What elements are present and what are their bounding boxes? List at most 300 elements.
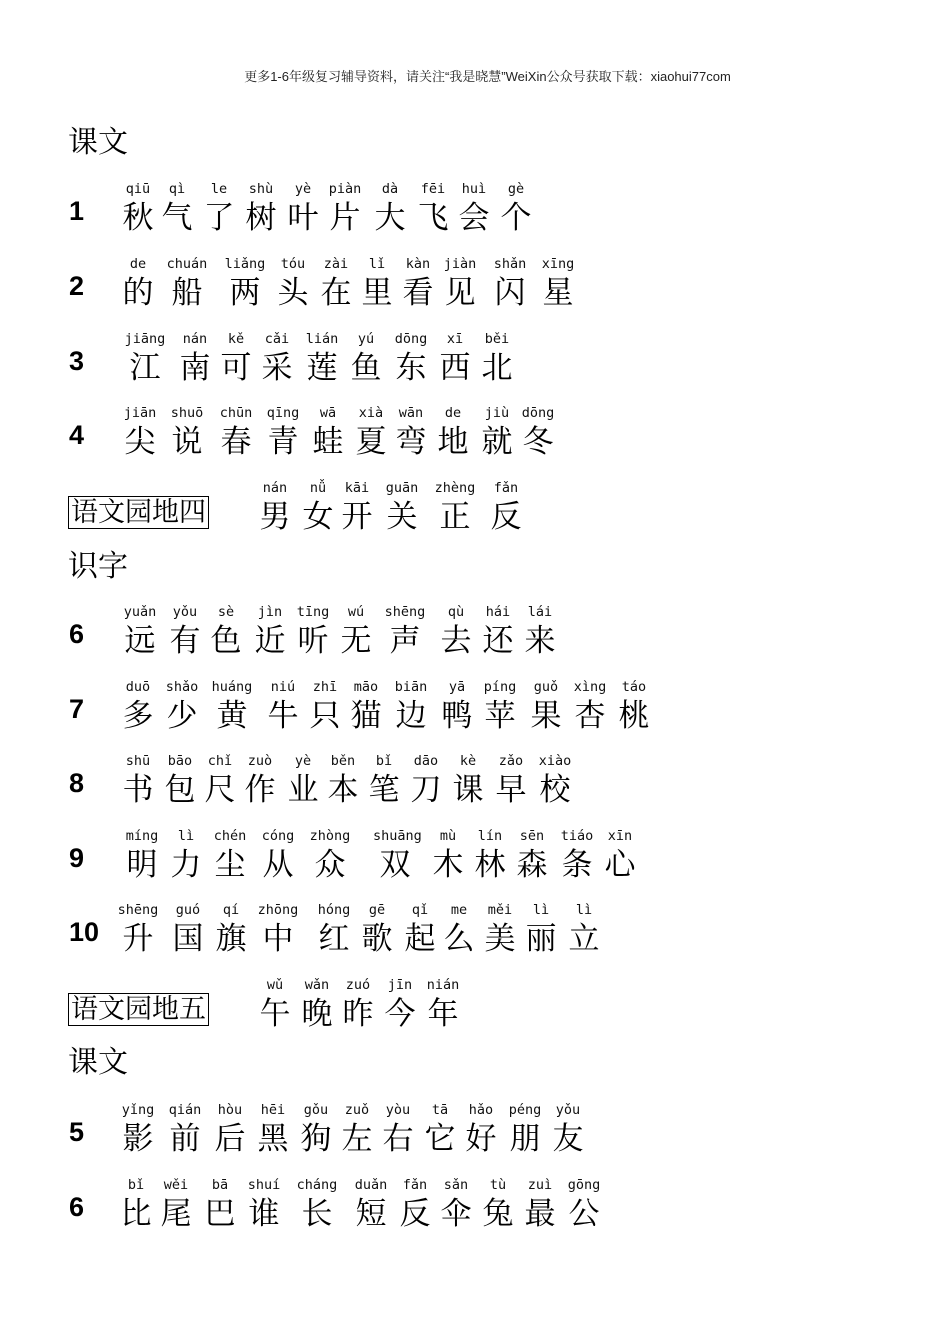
character-unit [251, 1101, 295, 1159]
character-unit [165, 255, 209, 313]
hanzi: 尘 [214, 847, 246, 883]
pinyin: xià [358, 405, 384, 421]
hanzi: 尾 [160, 1196, 192, 1232]
hanzi: 头 [277, 275, 309, 311]
pinyin: tīng [296, 604, 330, 620]
pinyin: qí [222, 902, 240, 918]
pinyin: qì [168, 181, 186, 197]
character-unit [518, 1176, 562, 1234]
pinyin: péng [508, 1102, 542, 1118]
pinyin: guó [175, 902, 201, 918]
hanzi: 正 [439, 499, 471, 535]
character-unit [336, 976, 380, 1034]
pinyin: cóng [261, 828, 295, 844]
pinyin: qù [447, 604, 465, 620]
character-unit [434, 603, 478, 661]
pinyin: kàn [405, 256, 431, 272]
character-unit [433, 330, 477, 388]
pinyin: māo [353, 679, 379, 695]
character-unit [198, 1176, 242, 1234]
character-unit [418, 1101, 462, 1159]
hanzi: 心 [604, 847, 636, 883]
pinyin: wěi [163, 1177, 189, 1193]
character-unit [314, 255, 358, 313]
character-unit [306, 404, 350, 462]
pinyin: jiàn [443, 256, 477, 272]
lesson-number: 3 [69, 346, 85, 376]
character-unit [253, 479, 297, 537]
pinyin: zhòng [309, 828, 351, 844]
character-unit [256, 901, 300, 959]
hanzi: 包 [164, 772, 196, 808]
pinyin: jiāng [124, 331, 166, 347]
character-unit [344, 678, 388, 736]
character-unit [116, 1101, 160, 1159]
character-unit [476, 1176, 520, 1234]
hanzi: 桃 [618, 698, 650, 734]
pinyin: yuǎn [123, 604, 157, 620]
hanzi: 就 [481, 424, 513, 460]
character-unit [378, 976, 422, 1034]
lesson-row [0, 1101, 950, 1161]
hanzi: 可 [220, 350, 252, 386]
hanzi: 开 [341, 499, 373, 535]
hanzi: 升 [122, 921, 154, 957]
hanzi: 立 [568, 921, 600, 957]
hanzi: 冬 [522, 424, 554, 460]
section-heading: 课文 [68, 1045, 128, 1080]
character-unit [368, 180, 412, 238]
lesson-row [0, 603, 950, 663]
hanzi: 色 [210, 623, 242, 659]
hanzi: 书 [122, 772, 154, 808]
pinyin: tā [431, 1102, 449, 1118]
character-unit [155, 180, 199, 238]
hanzi: 刀 [410, 772, 442, 808]
pinyin: shǎo [165, 679, 199, 695]
hanzi: 弯 [395, 424, 427, 460]
pinyin: tóu [280, 256, 306, 272]
pinyin: shù [248, 181, 274, 197]
character-unit [208, 1101, 252, 1159]
pinyin: gōng [567, 1177, 601, 1193]
pinyin: gē [368, 902, 386, 918]
pinyin: nián [426, 977, 460, 993]
character-unit [362, 752, 406, 810]
hanzi: 个 [500, 200, 532, 236]
hanzi: 比 [120, 1196, 152, 1232]
lesson-number: 6 [69, 1192, 85, 1222]
pinyin: lì [532, 902, 550, 918]
pinyin: měi [487, 902, 513, 918]
character-list [0, 603, 950, 663]
pinyin: le [210, 181, 228, 197]
character-unit [344, 330, 388, 388]
character-unit [383, 603, 427, 661]
hanzi: 叶 [287, 200, 319, 236]
pinyin: fēi [420, 181, 446, 197]
pinyin: piàn [328, 181, 362, 197]
pinyin: chūn [219, 405, 253, 421]
character-unit [562, 901, 606, 959]
pinyin: nán [182, 331, 208, 347]
character-list [0, 752, 950, 812]
hanzi: 无 [340, 623, 372, 659]
character-unit [510, 827, 554, 885]
character-unit [536, 255, 580, 313]
hanzi: 苹 [484, 698, 516, 734]
pinyin: qǐ [411, 902, 429, 918]
hanzi: 声 [389, 623, 421, 659]
character-unit [475, 404, 519, 462]
lesson-row [0, 678, 950, 738]
character-unit [533, 752, 577, 810]
pinyin: lái [527, 604, 553, 620]
pinyin: shuāng [373, 828, 422, 844]
character-unit [494, 180, 538, 238]
pinyin: dāo [413, 753, 439, 769]
hanzi: 晚 [301, 996, 333, 1032]
character-unit [334, 603, 378, 661]
hanzi: 莲 [306, 350, 338, 386]
pinyin: yǒu [172, 604, 198, 620]
character-unit [158, 752, 202, 810]
character-unit [484, 479, 528, 537]
character-unit [300, 330, 344, 388]
lesson-number: 5 [69, 1117, 85, 1147]
hanzi: 昨 [342, 996, 374, 1032]
pinyin: cǎi [264, 331, 290, 347]
character-unit [468, 827, 512, 885]
pinyin: zuò [247, 753, 273, 769]
character-unit [612, 678, 656, 736]
character-unit [214, 404, 258, 462]
character-unit [393, 1176, 437, 1234]
hanzi: 鱼 [350, 350, 382, 386]
hanzi: 听 [297, 623, 329, 659]
character-list [0, 678, 950, 738]
hanzi: 木 [432, 847, 464, 883]
pinyin: huáng [211, 679, 253, 695]
pinyin: jìn [257, 604, 283, 620]
hanzi: 采 [261, 350, 293, 386]
character-unit [503, 1101, 547, 1159]
hanzi: 边 [395, 698, 427, 734]
character-unit [209, 901, 253, 959]
pinyin: xiào [538, 753, 572, 769]
lesson-number: 6 [69, 619, 85, 649]
pinyin: sè [217, 604, 235, 620]
hanzi: 反 [399, 1196, 431, 1232]
character-unit [116, 255, 160, 313]
hanzi: 春 [220, 424, 252, 460]
header-note: 更多1-6年级复习辅导资料，请关注“我是晓慧”WeiXin公众号获取下载：xiaohui77com [244, 69, 731, 84]
pinyin: wǔ [266, 977, 284, 993]
lesson-number: 2 [69, 271, 85, 301]
hanzi: 只 [309, 698, 341, 734]
character-unit [291, 603, 335, 661]
hanzi: 船 [171, 275, 203, 311]
hanzi: 去 [440, 623, 472, 659]
character-unit [459, 1101, 503, 1159]
hanzi: 兔 [482, 1196, 514, 1232]
section-heading: 课文 [68, 125, 128, 160]
character-list [0, 404, 950, 464]
hanzi: 长 [301, 1196, 333, 1232]
pinyin: niú [270, 679, 296, 695]
character-unit [208, 827, 252, 885]
lesson-row [0, 752, 950, 812]
pinyin: lì [177, 828, 195, 844]
character-unit [281, 752, 325, 810]
character-unit [555, 827, 599, 885]
character-unit [431, 404, 475, 462]
hanzi: 校 [539, 772, 571, 808]
pinyin: tù [489, 1177, 507, 1193]
pinyin: biān [394, 679, 428, 695]
character-unit [355, 255, 399, 313]
pinyin: lín [477, 828, 503, 844]
pinyin: hǎo [468, 1102, 494, 1118]
hanzi: 杏 [574, 698, 606, 734]
character-unit [376, 1101, 420, 1159]
pinyin: shēng [117, 902, 159, 918]
pinyin: shū [125, 753, 151, 769]
pinyin: hái [485, 604, 511, 620]
hanzi: 闪 [494, 275, 526, 311]
pinyin: de [444, 405, 462, 421]
pinyin: yā [448, 679, 466, 695]
character-unit [516, 404, 560, 462]
character-unit [116, 678, 160, 736]
character-unit [478, 901, 522, 959]
character-unit [434, 1176, 478, 1234]
pinyin: lǐ [368, 256, 386, 272]
hanzi: 说 [171, 424, 203, 460]
hanzi: 树 [245, 200, 277, 236]
hanzi: 南 [179, 350, 211, 386]
pinyin: jiù [484, 405, 510, 421]
pinyin: zuì [527, 1177, 553, 1193]
hanzi: 飞 [417, 200, 449, 236]
pinyin: wú [347, 604, 365, 620]
lesson-label-boxed: 语文园地四 [68, 496, 209, 529]
lesson-number: 7 [69, 694, 85, 724]
pinyin: sǎn [443, 1177, 469, 1193]
character-unit [164, 827, 208, 885]
character-list [0, 1101, 950, 1161]
character-unit [118, 404, 162, 462]
character-unit [396, 255, 440, 313]
hanzi: 的 [122, 275, 154, 311]
hanzi: 它 [424, 1121, 456, 1157]
hanzi: 公 [568, 1196, 600, 1232]
character-list [0, 827, 950, 887]
character-unit [210, 678, 254, 736]
pinyin: yú [357, 331, 375, 347]
character-unit [214, 330, 258, 388]
hanzi: 女 [302, 499, 334, 535]
character-unit [223, 255, 267, 313]
character-unit [452, 180, 496, 238]
pinyin: liǎng [224, 256, 266, 272]
character-unit [433, 479, 477, 537]
pinyin: bǐ [127, 1177, 145, 1193]
hanzi: 作 [244, 772, 276, 808]
pinyin: me [450, 902, 468, 918]
hanzi: 黑 [257, 1121, 289, 1157]
pinyin: hòu [217, 1102, 243, 1118]
pinyin: kāi [344, 480, 370, 496]
hanzi: 狗 [300, 1121, 332, 1157]
pinyin: běi [484, 331, 510, 347]
character-unit [404, 752, 448, 810]
pinyin: yǐng [121, 1102, 155, 1118]
character-unit [166, 901, 210, 959]
pinyin: dōng [394, 331, 428, 347]
pinyin: yè [294, 753, 312, 769]
character-unit [295, 1176, 339, 1234]
hanzi: 西 [439, 350, 471, 386]
character-unit [248, 603, 292, 661]
pinyin: zuǒ [344, 1102, 370, 1118]
character-unit [335, 479, 379, 537]
hanzi: 伞 [440, 1196, 472, 1232]
character-unit [271, 255, 315, 313]
pinyin: yòu [385, 1102, 411, 1118]
pinyin: sēn [519, 828, 545, 844]
section-heading: 识字 [68, 549, 128, 584]
character-unit [154, 1176, 198, 1234]
hanzi: 从 [262, 847, 294, 883]
hanzi: 么 [443, 921, 475, 957]
character-unit [446, 752, 490, 810]
character-unit [173, 330, 217, 388]
hanzi: 众 [314, 847, 346, 883]
hanzi: 中 [262, 921, 294, 957]
lesson-row [0, 255, 950, 315]
pinyin: lì [575, 902, 593, 918]
hanzi: 午 [259, 996, 291, 1032]
pinyin: tiáo [560, 828, 594, 844]
pinyin: duǎn [354, 1177, 388, 1193]
pinyin: yè [294, 181, 312, 197]
pinyin: kè [459, 753, 477, 769]
hanzi: 早 [495, 772, 527, 808]
pinyin: mù [439, 828, 457, 844]
lesson-number: 8 [69, 768, 85, 798]
hanzi: 江 [129, 350, 161, 386]
pinyin: zài [323, 256, 349, 272]
character-unit [524, 678, 568, 736]
hanzi: 森 [516, 847, 548, 883]
hanzi: 国 [172, 921, 204, 957]
character-unit [598, 827, 642, 885]
character-list [0, 180, 950, 240]
hanzi: 旗 [215, 921, 247, 957]
pinyin: qiū [125, 181, 151, 197]
character-unit [261, 678, 305, 736]
pinyin: chǐ [207, 753, 233, 769]
character-unit [488, 255, 532, 313]
lesson-row [0, 404, 950, 464]
character-unit [389, 330, 433, 388]
hanzi: 业 [287, 772, 319, 808]
character-unit [253, 976, 297, 1034]
lesson-number: 9 [69, 843, 85, 873]
pinyin: shēng [384, 604, 426, 620]
pinyin: zǎo [498, 753, 524, 769]
hanzi: 年 [427, 996, 459, 1032]
character-unit [421, 976, 465, 1034]
hanzi: 朋 [509, 1121, 541, 1157]
character-unit [349, 404, 393, 462]
pinyin: qián [168, 1102, 202, 1118]
hanzi: 条 [561, 847, 593, 883]
pinyin: gǒu [303, 1102, 329, 1118]
hanzi: 笔 [368, 772, 400, 808]
character-unit [198, 752, 242, 810]
character-unit [116, 752, 160, 810]
hanzi: 来 [524, 623, 556, 659]
hanzi: 谁 [248, 1196, 280, 1232]
hanzi: 气 [161, 200, 193, 236]
character-unit [255, 330, 299, 388]
hanzi: 星 [542, 275, 574, 311]
character-unit [475, 330, 519, 388]
hanzi: 前 [169, 1121, 201, 1157]
pinyin: dōng [521, 405, 555, 421]
pinyin: jiān [123, 405, 157, 421]
hanzi: 歌 [361, 921, 393, 957]
pinyin: hóng [317, 902, 351, 918]
pinyin: nǚ [309, 480, 327, 496]
character-unit [349, 1176, 393, 1234]
character-unit [261, 404, 305, 462]
hanzi: 见 [444, 275, 476, 311]
hanzi: 果 [530, 698, 562, 734]
pinyin: qīng [266, 405, 300, 421]
hanzi: 力 [170, 847, 202, 883]
hanzi: 林 [474, 847, 506, 883]
hanzi: 里 [361, 275, 393, 311]
pinyin: chén [213, 828, 247, 844]
lesson-label-boxed: 语文园地五 [68, 993, 209, 1026]
character-unit [123, 330, 167, 388]
hanzi: 夏 [355, 424, 387, 460]
hanzi: 多 [122, 698, 154, 734]
hanzi: 两 [229, 275, 261, 311]
hanzi: 明 [126, 847, 158, 883]
hanzi: 右 [382, 1121, 414, 1157]
character-unit [308, 827, 352, 885]
pinyin: xìng [573, 679, 607, 695]
pinyin: duō [125, 679, 151, 695]
character-unit [303, 678, 347, 736]
character-unit [163, 603, 207, 661]
lesson-row [0, 479, 950, 539]
hanzi: 大 [374, 200, 406, 236]
pinyin: xīn [607, 828, 633, 844]
hanzi: 尺 [204, 772, 236, 808]
hanzi: 远 [124, 623, 156, 659]
hanzi: 巴 [204, 1196, 236, 1232]
character-list [0, 901, 950, 961]
character-unit [389, 404, 433, 462]
hanzi: 丽 [525, 921, 557, 957]
character-unit [519, 901, 563, 959]
character-unit [476, 603, 520, 661]
